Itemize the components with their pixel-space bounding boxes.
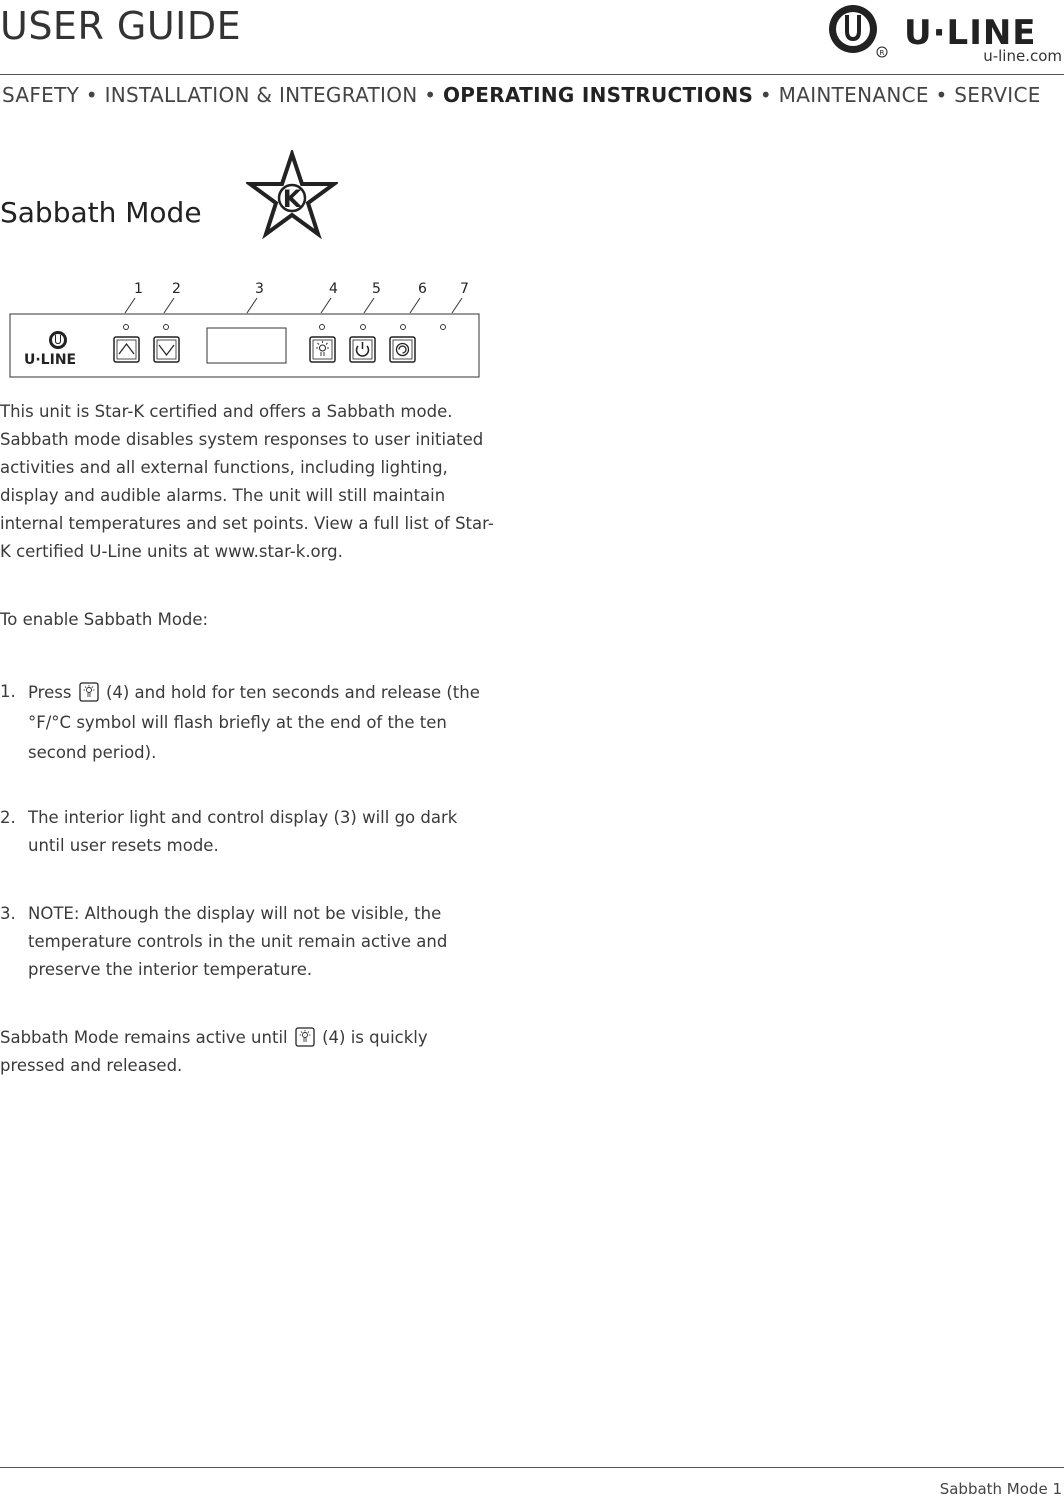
up-arrow-icon [114,337,139,362]
step-number: 2. [0,808,16,827]
step-text-after: (4) and hold for ten seconds and release (the °F/°C symbol will flash briefly at the end of the ten second period). [28,683,480,762]
control-panel-diagram [6,276,486,380]
closing-paragraph [0,1024,460,1080]
nav-separator: • [935,83,948,107]
light-icon [79,682,99,702]
light-icon [295,1027,315,1047]
site-url[interactable]: u-line.com [983,47,1062,65]
alarm-icon [390,337,415,362]
section-nav [2,83,1041,107]
footer-divider [0,1467,1064,1468]
header-divider [0,74,1064,75]
footer-label: Sabbath Mode 1 [939,1480,1062,1498]
nav-separator: • [759,83,772,107]
callout-4: 4 [329,281,338,297]
callout-3: 3 [255,281,264,297]
callout-7: 7 [460,281,469,297]
callout-5: 5 [372,281,381,297]
nav-item-maintenance[interactable]: MAINTENANCE [778,83,929,107]
step-number: 1. [0,682,16,701]
nav-separator: • [85,83,98,107]
list-item [0,678,500,768]
callout-6: 6 [418,281,427,297]
nav-item-safety[interactable]: SAFETY [2,83,80,107]
nav-item-installation[interactable]: INSTALLATION & INTEGRATION [104,83,418,107]
light-icon [310,337,335,362]
list-item [0,900,500,990]
step-text-before: Press [28,683,72,702]
callout-2: 2 [172,281,181,297]
list-item [0,804,500,864]
step-text: NOTE: Although the display will not be visible, the temperature controls in the unit remain active and preserve the interior temperature. [28,904,448,979]
page-title: USER GUIDE [0,4,242,48]
closing-text-after: (4) is quickly pressed and released. [0,1028,428,1075]
callout-1: 1 [134,281,143,297]
power-icon [350,337,375,362]
closing-text-before: Sabbath Mode remains active until [0,1028,288,1047]
svg-text:U·LINE: U·LINE [904,13,1037,53]
step-number: 3. [0,904,16,923]
svg-text:R: R [879,49,885,57]
nav-item-service[interactable]: SERVICE [954,83,1041,107]
down-arrow-icon [154,337,179,362]
star-k-letter: K [282,185,302,213]
nav-separator: • [424,83,437,107]
step-text: The interior light and control display (3) will go dark until user resets mode. [28,808,458,855]
section-heading: Sabbath Mode [0,196,202,229]
control-display [207,328,286,363]
nav-item-operating-instructions[interactable]: OPERATING INSTRUCTIONS [442,83,754,107]
enable-heading: To enable Sabbath Mode: [0,610,209,629]
star-k-icon [246,150,338,240]
panel-brand: U·LINE [24,352,77,368]
intro-paragraph: This unit is Star-K certified and offers a Sabbath mode. Sabbath mode disables system responses to user initiated activities and all external functions, including lighting, display and audible alarms. The unit will still maintain internal temperatures and set points. View a full list of Star-K certified U-Line units at www.star-k.org. [0,402,494,561]
